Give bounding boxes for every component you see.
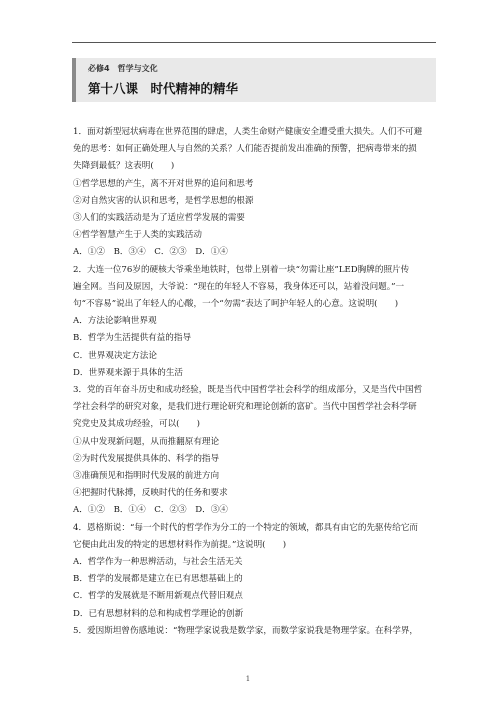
option-line: B．哲学为生活提供有益的指导 [73, 333, 192, 344]
option-line: A．方法论影响世界观 [73, 316, 157, 327]
option-line: ④哲学智慧产生于人类的实践活动 [73, 230, 202, 241]
option-line: C．世界观决定方法论 [73, 350, 157, 361]
option-line: ②为时代发展提供具体的、科学的指导 [73, 453, 220, 464]
text-line: 4．恩格斯说：“每一个时代的哲学作为分工的一个特定的领域，都具有由它的先驱传给它而 [73, 522, 419, 533]
option-line: D．已有思想材料的总和构成哲学理论的创新 [73, 608, 244, 619]
top-rule [72, 42, 436, 43]
text-line: 句“不容易”说出了年轻人的心酸，一个“勿需”表达了呵护年轻人的心意。这说明( ) [73, 299, 399, 310]
text-line: 免的思考：如何正确处理人与自然的关系？人们能否提前发出准确的预警，把病毒带来的损 [73, 144, 417, 155]
text-line: 1．面对新型冠状病毒在世界范围的肆虐，人类生命财产健康安全遭受重大损失。人们不可避 [73, 127, 423, 137]
text-line: 究党史及其成功经验，可以( ) [73, 419, 201, 430]
answer-choices: A．①② B．①④ C．②③ D．③④ [73, 505, 228, 516]
option-line: A．哲学作为一种思辨活动，与社会生活无关 [73, 557, 243, 568]
text-line: 2．大连一位76岁的硬核大爷乘坐地铁时，包带上别着一块“勿需让座”LED胸牌的照片传 [73, 264, 410, 275]
option-line: C．哲学的发展就是不断用新观点代替旧观点 [73, 591, 243, 602]
option-line: ②对自然灾害的认识和思考，是哲学思想的根源 [73, 195, 254, 206]
option-line: B．哲学的发展都是建立在已有思想基础上的 [73, 574, 243, 585]
text-line: 3．党的百年奋斗历史和成功经验，既是当代中国哲学社会科学的组成部分，又是当代中国哲 [73, 385, 423, 396]
header-accent-bar [72, 58, 76, 102]
option-line: ①哲学思想的产生，离不开对世界的追问和思考 [73, 178, 254, 189]
option-line: ③人们的实践活动是为了适应哲学发展的需要 [73, 213, 245, 224]
text-line: 它便由此出发的特定的思想材料作为前提。”这说明( ) [73, 539, 287, 550]
page-number: 1 [245, 675, 251, 683]
option-line: ④把握时代脉搏，反映时代的任务和要求 [73, 488, 228, 499]
text-line: 5．爱因斯坦曾伤感地说：“物理学家说我是数学家，而数学家说我是物理学家。在科学界， [73, 625, 419, 636]
lesson-title: 第十八课 时代精神的精华 [88, 81, 239, 96]
text-line: 失降到最低？这表明( ) [73, 161, 175, 172]
text-line: 学社会科学的研究对象，是我们进行理论研究和理论创新的富矿。当代中国哲学社会科学研 [73, 402, 417, 413]
text-line: 遍全网。当问及原因，大爷说：“现在的年轻人不容易，我身体还可以，站着没问题。”一 [73, 281, 405, 292]
question-content [73, 124, 436, 640]
answer-choices: A．①② B．③④ C．②③ D．①④ [73, 247, 228, 258]
option-line: ③准确预见和指明时代发展的前进方向 [73, 471, 220, 482]
option-line: D．世界观来源于具体的生活 [73, 367, 184, 378]
option-line: ①从中发现新问题，从而推翻原有理论 [73, 436, 220, 447]
subject-label: 必修4 哲学与文化 [88, 64, 158, 73]
